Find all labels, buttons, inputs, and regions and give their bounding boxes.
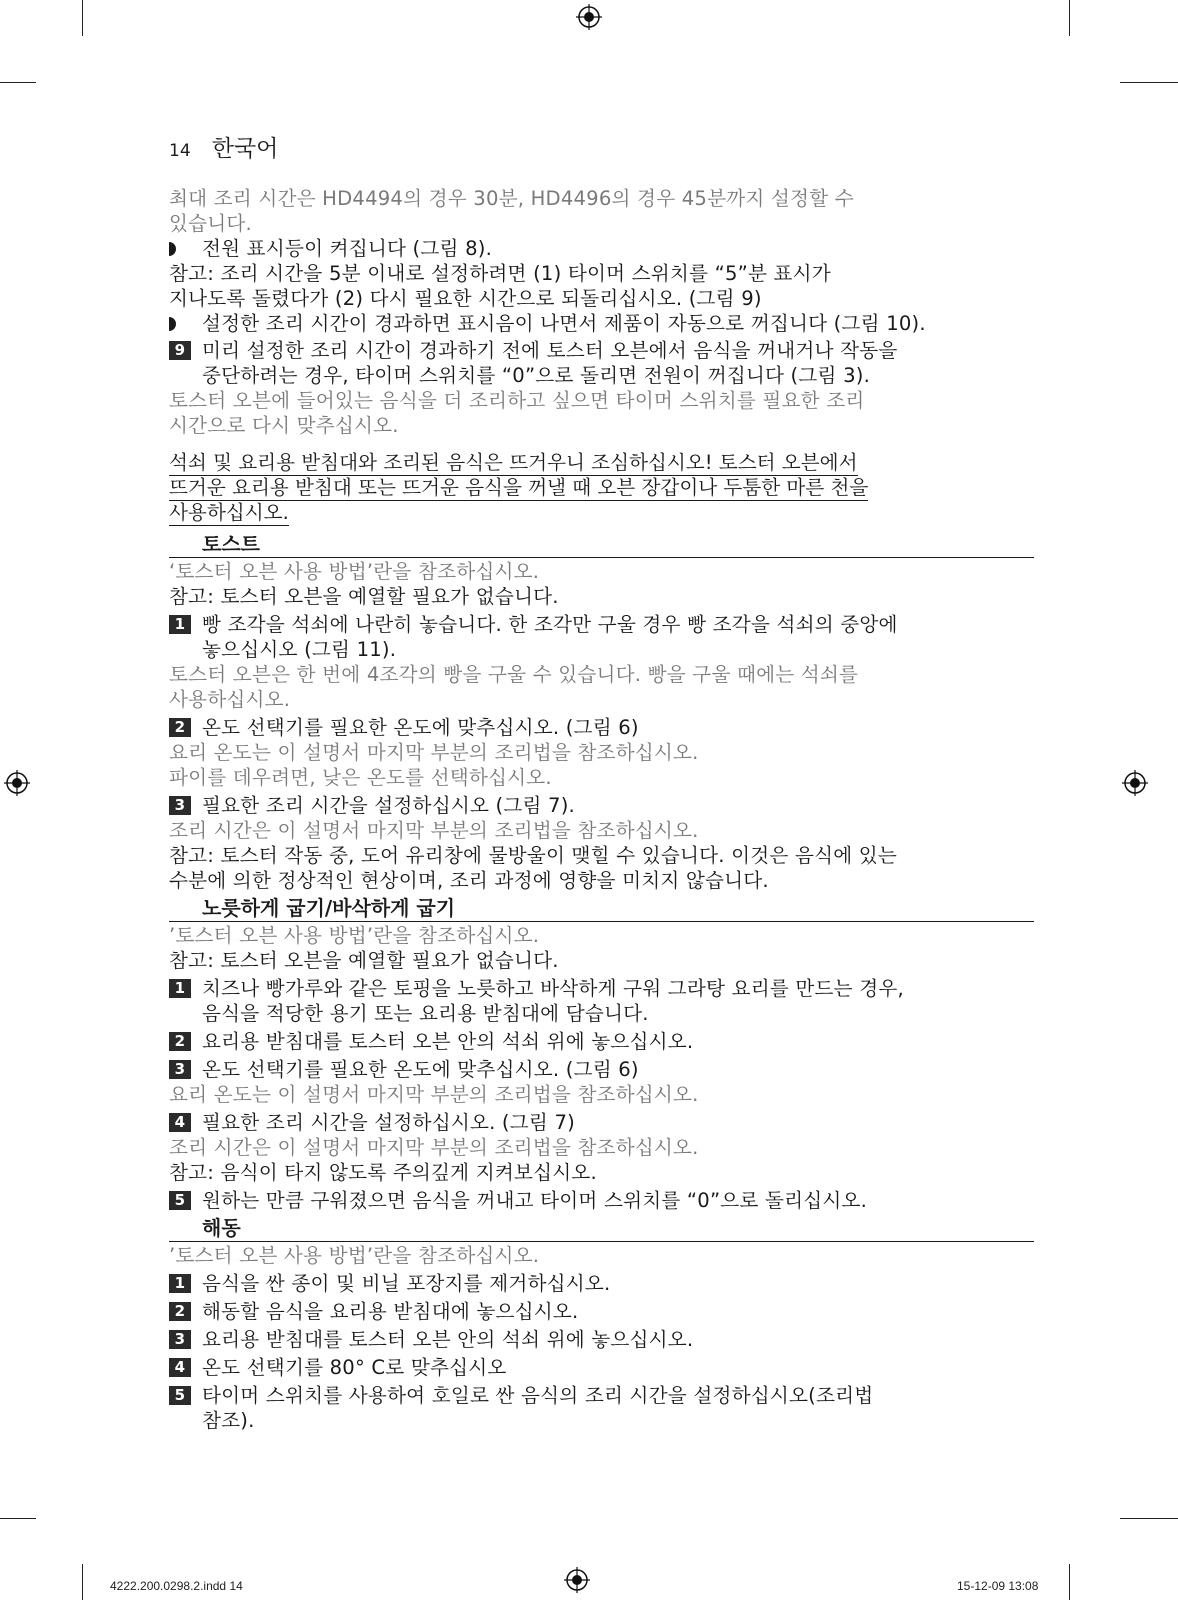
step-item (169, 1383, 1029, 1408)
step-number: 2 (169, 718, 191, 737)
section-reference: ’토스터 오븐 사용 방법’란을 참조하십시오. (169, 1244, 540, 1267)
step-text: 음식을 싼 종이 및 비닐 포장지를 제거하십시오. (202, 1272, 611, 1295)
step-text: 해동할 음식을 요리용 받침대에 놓으십시오. (202, 1300, 579, 1323)
warning-line: 사용하십시오. (169, 501, 289, 524)
bullet-icon (169, 317, 179, 331)
step-text: 요리용 받침대를 토스터 오븐 안의 석쇠 위에 놓으십시오. (202, 1030, 694, 1053)
step-text: 음식을 적당한 용기 또는 요리용 받침대에 담습니다. (202, 1002, 649, 1025)
step-text: 온도 선택기를 필요한 온도에 맞추십시오. (그림 6) (202, 1058, 639, 1081)
bullet-text: 설정한 조리 시간이 경과하면 표시음이 나면서 제품이 자동으로 꺼집니다 (그림 10). (202, 312, 926, 335)
step-item (169, 976, 1029, 1001)
step-item (169, 1271, 1029, 1296)
bullet-icon (169, 242, 179, 256)
step-text: 필요한 조리 시간을 설정하십시오. (그림 7) (202, 1111, 575, 1134)
step-item (169, 1355, 1029, 1380)
step-note: 토스터 오븐에 들어있는 음식을 더 조리하고 싶으면 타이머 스위치를 필요한 조리 (169, 389, 865, 412)
section-reference: ‘토스터 오븐 사용 방법’란을 참조하십시오. (169, 560, 540, 583)
step-item (169, 1188, 1029, 1213)
step-number: 2 (169, 1302, 191, 1321)
note-line: 참고: 음식이 타지 않도록 주의깊게 지켜보십시오. (169, 1161, 597, 1184)
bullet-item (169, 236, 1029, 261)
step-number: 3 (169, 1330, 191, 1349)
step-text: 타이머 스위치를 사용하여 호일로 싼 음식의 조리 시간을 설정하십시오(조리법 (202, 1384, 874, 1407)
note-line: 수분에 의한 정상적인 현상이며, 조리 과정에 영향을 미치지 않습니다. (169, 869, 769, 892)
intro-line: 최대 조리 시간은 HD4494의 경우 30분, HD4496의 경우 45분까지 설정할 수 (169, 187, 854, 210)
step-note: 사용하십시오. (169, 688, 291, 711)
note-line: 지나도록 돌렸다가 (2) 다시 필요한 시간으로 되돌리십시오. (그림 9) (169, 287, 762, 310)
section-reference: ’토스터 오븐 사용 방법’란을 참조하십시오. (169, 924, 540, 947)
step-text: 미리 설정한 조리 시간이 경과하기 전에 토스터 오븐에서 음식을 꺼내거나 작동을 (202, 339, 898, 362)
step-number: 3 (169, 796, 191, 815)
crop-mark (1120, 82, 1178, 83)
step-text: 빵 조각을 석쇠에 나란히 놓습니다. 한 조각만 구울 경우 빵 조각을 석쇠의 중앙에 (202, 613, 898, 636)
step-number: 5 (169, 1386, 191, 1405)
step-item (169, 793, 1029, 818)
crop-mark (0, 1518, 36, 1519)
warning-line: 뜨거운 요리용 받침대 또는 뜨거운 음식을 꺼낼 때 오븐 장갑이나 두툼한 마른 천을 (169, 476, 869, 499)
step-number: 2 (169, 1032, 191, 1051)
step-number: 1 (169, 1274, 191, 1293)
step-note: 요리 온도는 이 설명서 마지막 부분의 조리법을 참조하십시오. (169, 1083, 699, 1106)
warning-block (169, 450, 1029, 525)
crop-mark (1120, 1518, 1178, 1519)
step-item (169, 1299, 1029, 1324)
step-text: 놓으십시오 (그림 11). (202, 638, 397, 661)
step-item (169, 1029, 1029, 1054)
registration-mark-icon (1122, 770, 1148, 796)
step-note: 토스터 오븐은 한 번에 4조각의 빵을 구울 수 있습니다. 빵을 구울 때에는 석쇠를 (169, 663, 859, 686)
note-line: 참고: 토스터 오븐을 예열할 필요가 없습니다. (169, 949, 559, 972)
registration-mark-icon (576, 4, 602, 30)
step-number: 5 (169, 1191, 191, 1210)
step-text: 중단하려는 경우, 타이머 스위치를 “0”으로 돌리면 전원이 꺼집니다 (그림 3). (202, 364, 871, 387)
crop-mark (1069, 1564, 1070, 1600)
step-number: 3 (169, 1060, 191, 1079)
step-text: 온도 선택기를 80° C로 맞추십시오 (202, 1356, 507, 1379)
page-header (169, 130, 278, 163)
step-text: 치즈나 빵가루와 같은 토핑을 노릇하고 바삭하게 구워 그라탕 요리를 만드는 경우, (202, 977, 904, 1000)
step-text: 요리용 받침대를 토스터 오븐 안의 석쇠 위에 놓으십시오. (202, 1328, 694, 1351)
step-text: 참조). (202, 1409, 255, 1432)
warning-line: 석쇠 및 요리용 받침대와 조리된 음식은 뜨거우니 조심하십시오! 토스터 오븐에서 (169, 451, 858, 474)
footer-timestamp: 15-12-09 13:08 (957, 1579, 1039, 1593)
step-number: 4 (169, 1113, 191, 1132)
bullet-text: 전원 표시등이 켜집니다 (그림 8). (202, 237, 493, 260)
crop-mark (82, 1564, 83, 1600)
section-title-toast: 토스트 (169, 531, 1034, 558)
note-line: 참고: 토스터 작동 중, 도어 유리창에 물방울이 맺힐 수 있습니다. 이것은 음식에 있는 (169, 844, 898, 867)
page-number: 14 (169, 141, 191, 161)
footer-filename: 4222.200.0298.2.indd 14 (110, 1579, 243, 1593)
step-number: 4 (169, 1358, 191, 1377)
note-line: 참고: 조리 시간을 5분 이내로 설정하려면 (1) 타이머 스위치를 “5”분 표시가 (169, 262, 831, 285)
step-item (169, 715, 1029, 740)
intro-line: 있습니다. (169, 212, 252, 235)
step-text: 원하는 만큼 구워졌으면 음식을 꺼내고 타이머 스위치를 “0”으로 돌리십시오. (202, 1189, 868, 1212)
step-number: 1 (169, 615, 191, 634)
step-item (169, 338, 1029, 363)
step-note: 시간으로 다시 맞추십시오. (169, 414, 399, 437)
step-note: 요리 온도는 이 설명서 마지막 부분의 조리법을 참조하십시오. (169, 741, 699, 764)
step-item (169, 1327, 1029, 1352)
step-note: 조리 시간은 이 설명서 마지막 부분의 조리법을 참조하십시오. (169, 1136, 699, 1159)
step-number: 9 (169, 341, 191, 360)
step-text: 필요한 조리 시간을 설정하십시오 (그림 7). (202, 794, 575, 817)
step-item (169, 1110, 1029, 1135)
step-note: 조리 시간은 이 설명서 마지막 부분의 조리법을 참조하십시오. (169, 819, 699, 842)
step-text: 온도 선택기를 필요한 온도에 맞추십시오. (그림 6) (202, 716, 639, 739)
note-line: 참고: 토스터 오븐을 예열할 필요가 없습니다. (169, 585, 559, 608)
crop-mark (0, 82, 36, 83)
step-item (169, 1057, 1029, 1082)
section-title-defrost: 해동 (169, 1215, 1034, 1242)
registration-mark-icon (4, 770, 30, 796)
bullet-item (169, 311, 1029, 336)
crop-mark (1069, 0, 1070, 36)
section-title-gratin: 노릇하게 굽기/바삭하게 굽기 (169, 895, 1034, 922)
step-note: 파이를 데우려면, 낮은 온도를 선택하십시오. (169, 766, 552, 789)
step-item (169, 612, 1029, 637)
language-title: 한국어 (211, 136, 279, 162)
main-content (169, 186, 1029, 1433)
registration-mark-icon (564, 1567, 590, 1593)
step-number: 1 (169, 979, 191, 998)
crop-mark (82, 0, 83, 36)
